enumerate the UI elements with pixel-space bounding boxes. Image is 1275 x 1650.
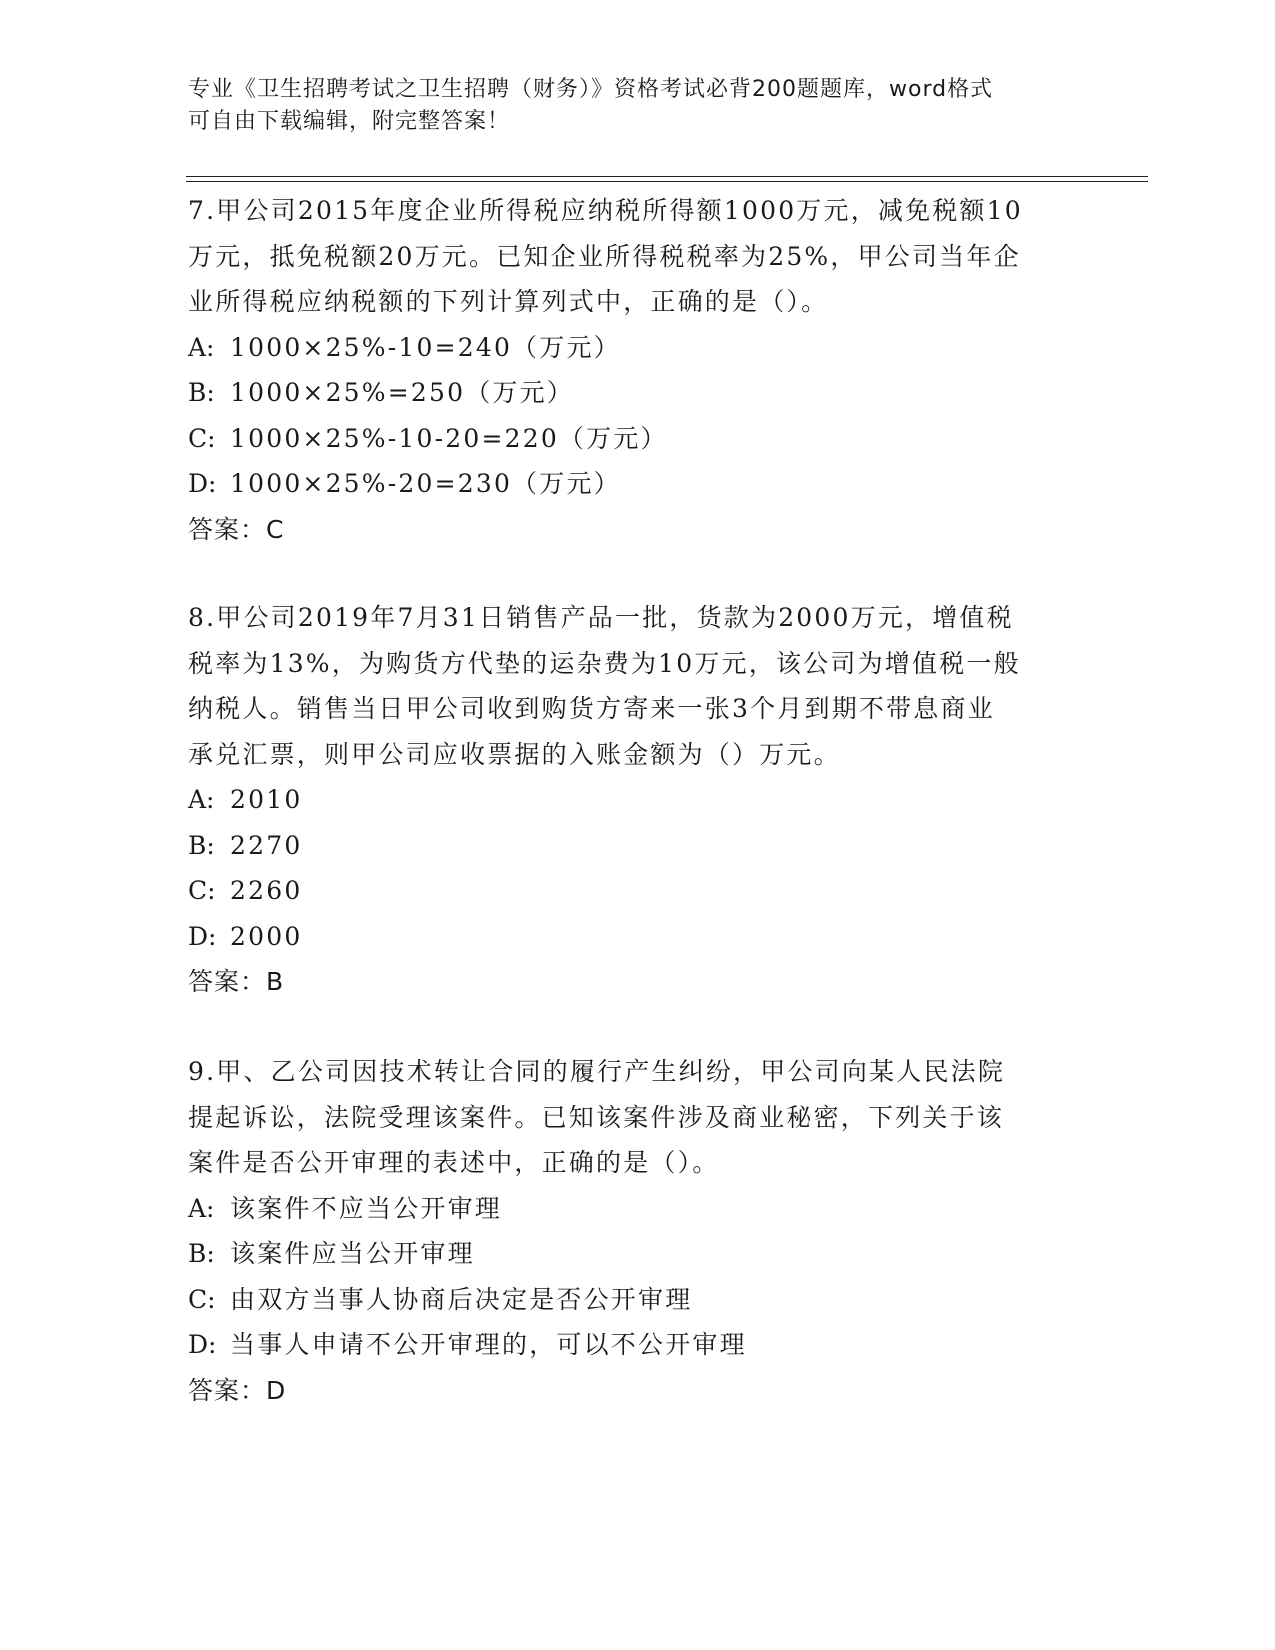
option-label: B: [188,1239,215,1268]
option-label: D: [188,469,217,498]
option-a [188,777,1068,823]
question-line: 万元，抵免税额20万元。已知企业所得税税率为25%，甲公司当年企 [188,241,1021,271]
option-label: A: [188,785,215,814]
option-text: 2260 [230,876,303,905]
option-label: A: [188,1193,215,1223]
option-a [188,325,1068,371]
option-text: 2010 [230,785,303,814]
option-text: 当事人申请不公开审理的，可以不公开审理 [230,1330,747,1359]
question-line: 8.甲公司2019年7月31日销售产品一批，货款为2000万元，增值税 [188,603,1014,632]
question-8 [188,595,1068,1005]
option-text: 1000×25%=250（万元） [230,378,575,407]
question-line: 9.甲、乙公司因技术转让合同的履行产生纠纷，甲公司向某人民法院 [188,1057,1006,1086]
option-c [188,1277,1068,1323]
option-c [188,416,1068,462]
option-label: A: [188,332,215,362]
option-text: 该案件不应当公开审理 [230,1193,503,1223]
option-text: 1000×25%-10-20=220（万元） [230,423,668,453]
option-label: D: [188,1330,217,1359]
option-label: C: [188,1284,216,1314]
header-divider-top [186,176,1148,177]
question-line: 案件是否公开审理的表述中，正确的是（）。 [188,1148,720,1177]
option-b [188,823,1068,869]
option-text: 该案件应当公开审理 [230,1239,475,1268]
option-text: 1000×25%-20=230（万元） [230,469,621,498]
question-line: 税率为13%，为购货方代垫的运杂费为10万元，该公司为增值税一般 [188,648,1021,678]
option-c [188,868,1068,914]
question-7 [188,188,1068,552]
option-text: 1000×25%-10=240（万元） [230,332,621,362]
answer: 答案：B [188,967,285,996]
header-divider-bottom [186,181,1148,182]
question-line: 业所得税应纳税额的下列计算列式中，正确的是（）。 [188,287,829,316]
option-d [188,1322,1068,1368]
header-line-1: 专业《卫生招聘考试之卫生招聘（财务）》资格考试必背200题题库，word格式 [188,77,994,102]
question-line: 提起诉讼，法院受理该案件。已知该案件涉及商业秘密，下列关于该 [188,1102,1005,1132]
answer: 答案：C [188,514,285,544]
option-text: 2270 [230,830,303,860]
document-header [188,74,1088,138]
answer: 答案：D [188,1375,287,1405]
option-label: D: [188,921,217,951]
option-d [188,461,1068,507]
question-line: 纳税人。销售当日甲公司收到购货方寄来一张3个月到期不带息商业 [188,694,995,723]
option-d [188,914,1068,960]
question-line: 7.甲公司2015年度企业所得税应纳税所得额1000万元，减免税额10 [188,196,1023,225]
question-line: 承兑汇票，则甲公司应收票据的入账金额为（）万元。 [188,739,841,769]
option-label: C: [188,876,216,905]
header-line-2: 可自由下载编辑，附完整答案！ [188,109,511,134]
option-b [188,370,1068,416]
option-label: B: [188,830,215,860]
option-text: 2000 [230,921,303,951]
option-b [188,1231,1068,1277]
option-label: B: [188,378,215,407]
option-a [188,1186,1068,1232]
option-text: 由双方当事人协商后决定是否公开审理 [230,1284,693,1314]
question-9 [188,1049,1068,1413]
option-label: C: [188,423,216,453]
